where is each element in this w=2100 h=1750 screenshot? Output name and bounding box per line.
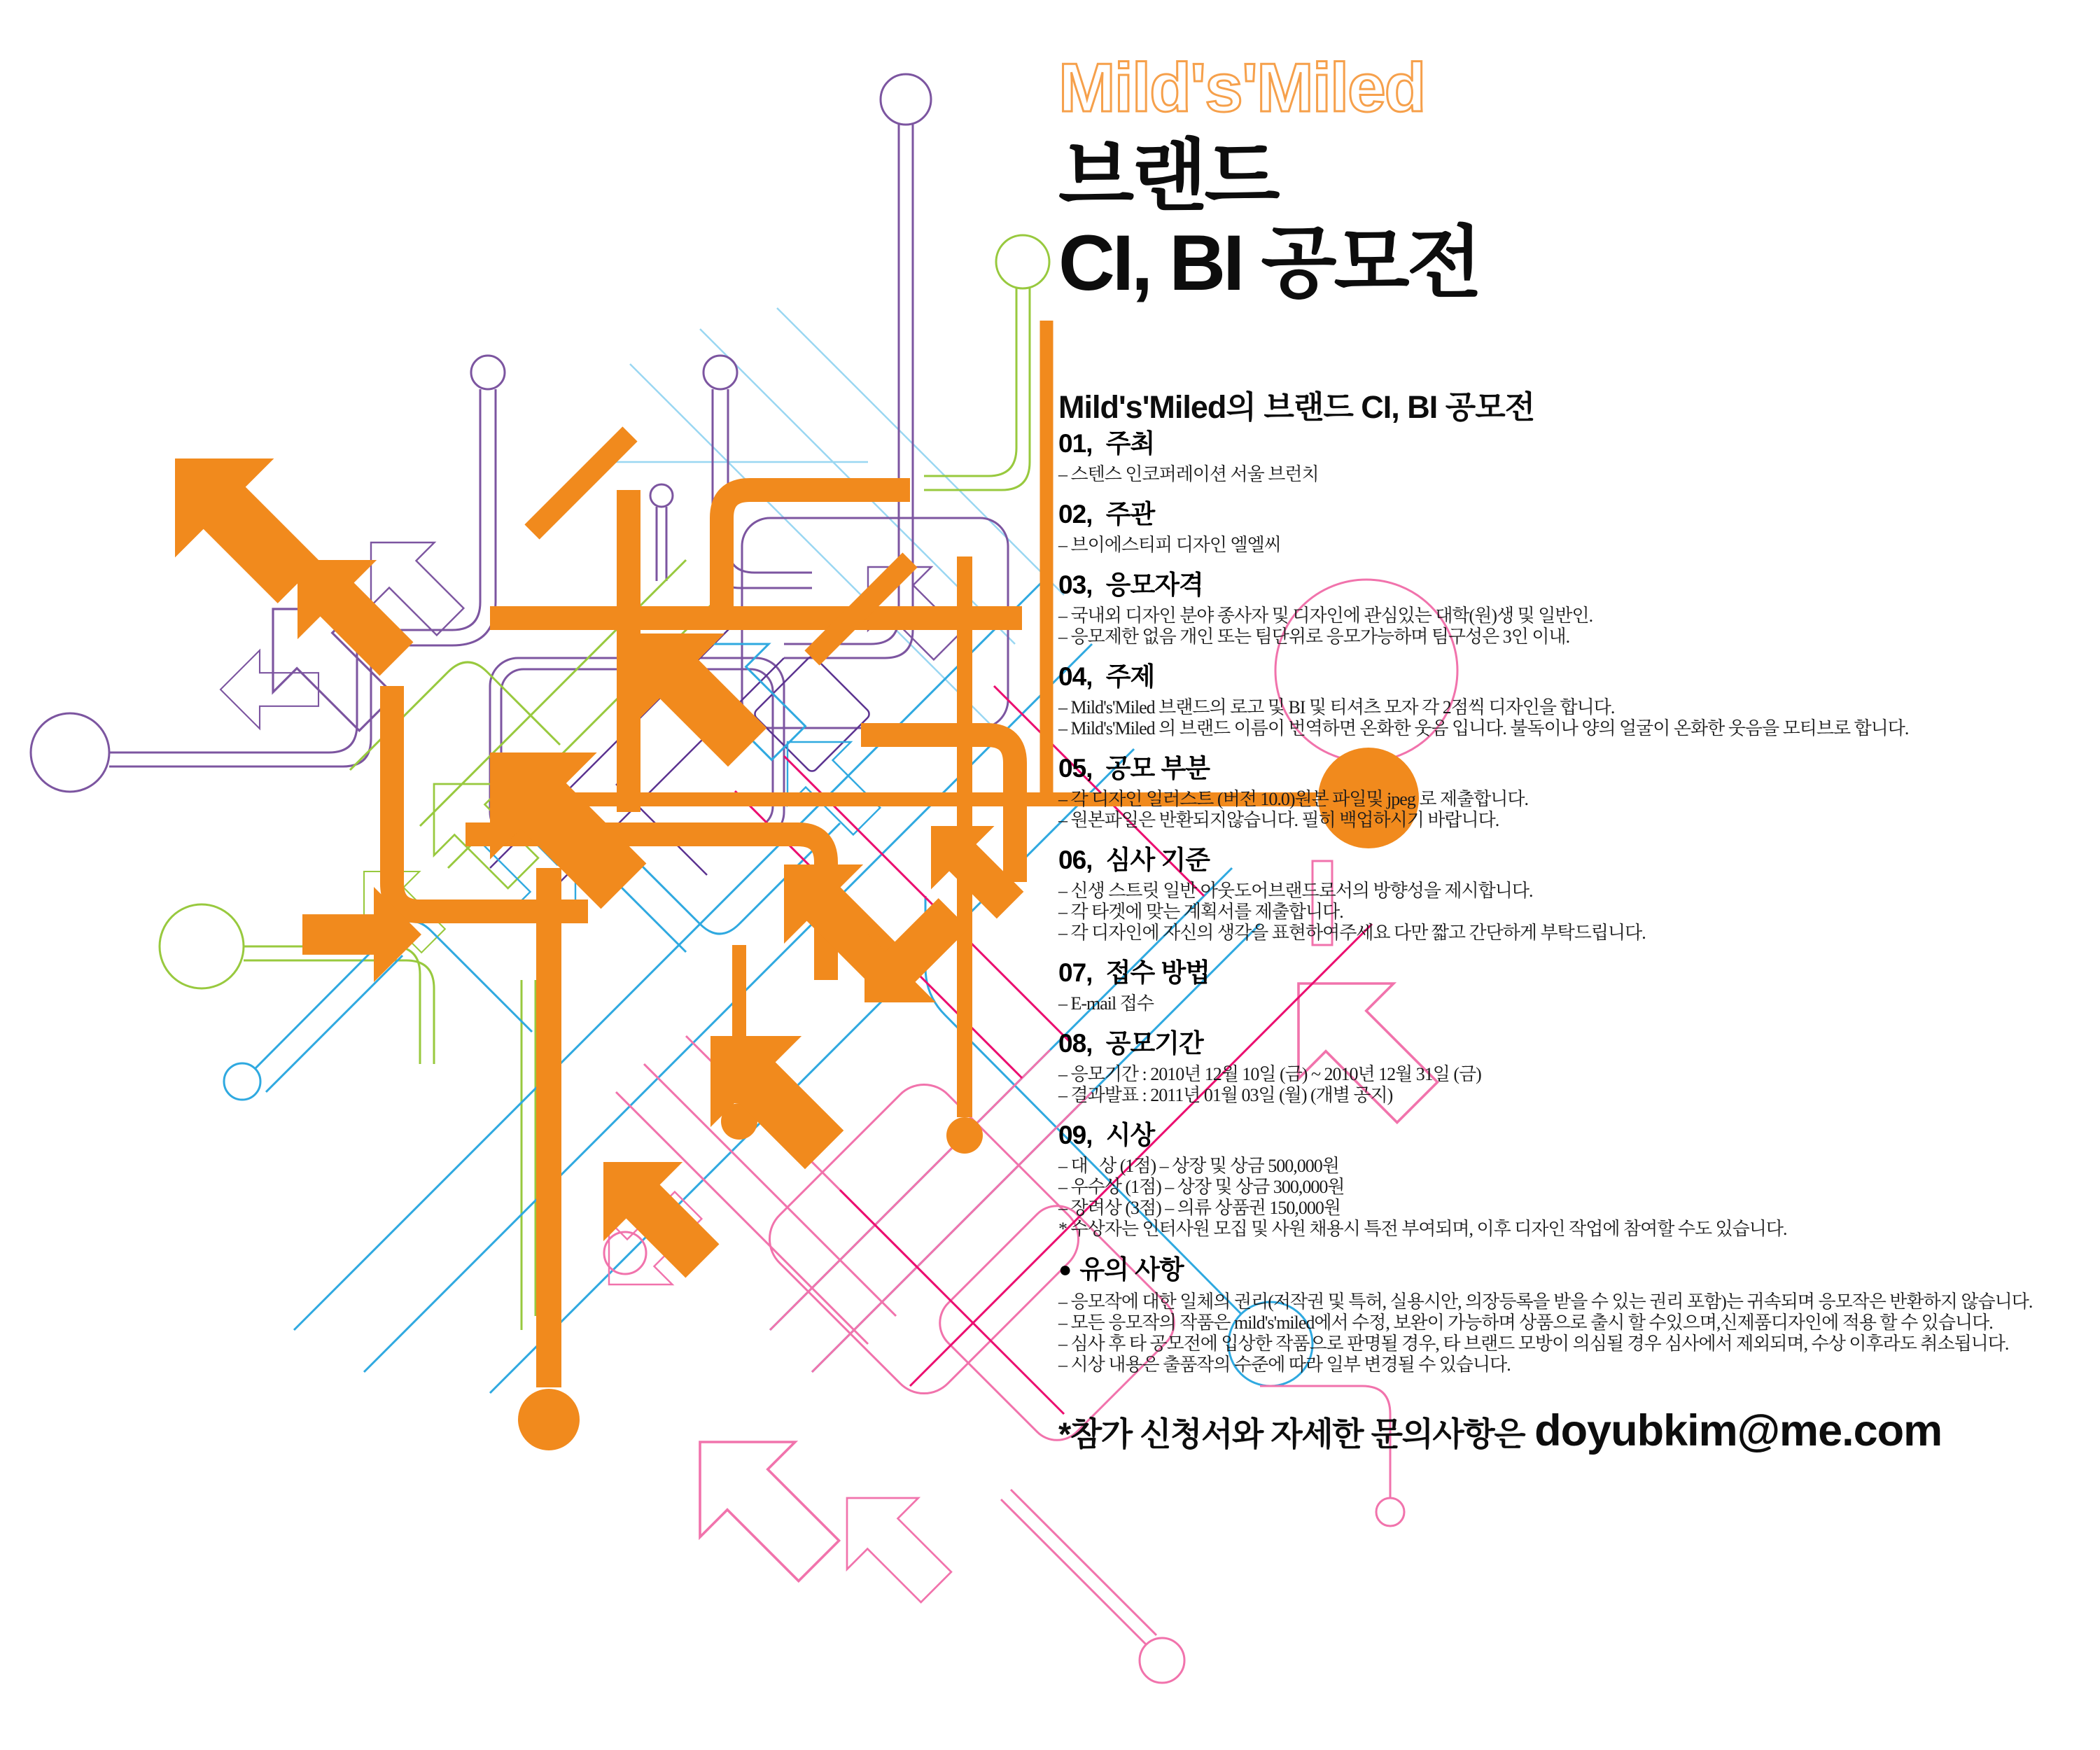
section bbox=[1058, 662, 2100, 739]
section-title: 공모 부분 bbox=[1105, 754, 1210, 783]
body-line: – 원본파일은 반환되지않습니다. 필히 백업하시기 바랍니다. bbox=[1058, 810, 1499, 830]
section bbox=[1058, 753, 2100, 831]
section bbox=[1058, 570, 2100, 648]
poster-title-line1: 브랜드 bbox=[1058, 132, 1278, 220]
contact-email: doyubkim@me.com bbox=[1534, 1406, 1942, 1455]
section-title: 심사 기준 bbox=[1105, 846, 1210, 874]
section-number: 04, bbox=[1058, 662, 1099, 691]
body-line: – 국내외 디자인 분야 종사자 및 디자인에 관심있는 대학(원)생 및 일반인. bbox=[1058, 606, 1593, 626]
section-title: 응모자격 bbox=[1105, 570, 1203, 599]
body-line: – 각 디자인에 자신의 생각을 표현하여주세요 다만 짧고 간단하게 부탁드립니다. bbox=[1058, 923, 1646, 943]
body-line: – 응모제한 없음 개인 또는 팀단위로 응모가능하며 팀구성은 3인 이내. bbox=[1058, 626, 1570, 647]
section-heading bbox=[1058, 570, 2100, 601]
section-heading bbox=[1058, 845, 2100, 876]
section-title: 접수 방법 bbox=[1105, 958, 1210, 987]
body-line: – 브이에스티피 디자인 엘엘씨 bbox=[1058, 535, 1281, 555]
section bbox=[1058, 428, 2100, 485]
body-line: – 각 타겟에 맞는 계획서를 제출합니다. bbox=[1058, 902, 1343, 922]
section-number: 07, bbox=[1058, 958, 1099, 987]
body-line: – E-mail 접수 bbox=[1058, 993, 1154, 1014]
poster-title-line2: CI, BI 공모전 bbox=[1058, 219, 1480, 307]
sections bbox=[1058, 428, 2100, 1240]
section-lines bbox=[1058, 1064, 2100, 1106]
body-line: – 모든 응모작의 작품은 mild's'miled에서 수정, 보완이 가능하며 상품으로 출시 할 수있으며,신제품디자인에 적용 할 수 있습니다. bbox=[1058, 1312, 1993, 1333]
body-line: * 수상자는 인터사원 모집 및 사원 채용시 특전 부여되며, 이후 디자인 작업에 참여할 수도 있습니다. bbox=[1058, 1219, 1787, 1239]
section bbox=[1058, 845, 2100, 944]
bullet-dot-icon: ● bbox=[1058, 1256, 1072, 1282]
body-line: – 스텐스 인코퍼레이션 서울 브런치 bbox=[1058, 464, 1319, 484]
section-title: 주최 bbox=[1105, 429, 1155, 458]
section-heading bbox=[1058, 958, 2100, 988]
section-title: 공모기간 bbox=[1105, 1029, 1203, 1058]
body-line: – 심사 후 타 공모전에 입상한 작품으로 판명될 경우, 타 브랜드 모방이 의심될 경우 심사에서 제외되며, 수상 이후라도 취소됩니다. bbox=[1058, 1334, 2009, 1354]
section-title: 시상 bbox=[1105, 1121, 1155, 1149]
body-line: – Mild's'Miled 의 브랜드 이름이 번역하면 온화한 웃음 입니다. 불독이나 양의 얼굴이 온화한 웃음을 모티브로 합니다. bbox=[1058, 718, 1909, 738]
section bbox=[1058, 1120, 2100, 1240]
section-lines bbox=[1058, 993, 2100, 1014]
body-line: – 신생 스트릿 일반 아웃도어브랜드로서의 방향성을 제시합니다. bbox=[1058, 881, 1533, 901]
section-heading bbox=[1058, 428, 2100, 459]
section-number: 01, bbox=[1058, 429, 1099, 458]
body-line: – 우수상 (1점) – 상장 및 상금 300,000원 bbox=[1058, 1177, 1345, 1197]
section-title: 주제 bbox=[1105, 662, 1155, 691]
orange-arrows bbox=[125, 409, 1042, 1301]
section-number: 05, bbox=[1058, 754, 1099, 783]
section-lines bbox=[1058, 606, 2100, 648]
footer-contact-label: *참가 신청서와 자세한 문의사항은 bbox=[1058, 1415, 1525, 1452]
notice-block bbox=[1058, 1254, 2100, 1376]
section-heading bbox=[1058, 753, 2100, 784]
section-number: 09, bbox=[1058, 1121, 1099, 1149]
section-lines bbox=[1058, 535, 2100, 556]
section-lines bbox=[1058, 464, 2100, 485]
section bbox=[1058, 958, 2100, 1014]
section-lines bbox=[1058, 1156, 2100, 1240]
section-heading bbox=[1058, 499, 2100, 530]
section-number: 06, bbox=[1058, 846, 1099, 874]
section-number: 08, bbox=[1058, 1029, 1099, 1058]
section-lines bbox=[1058, 881, 2100, 944]
section bbox=[1058, 499, 2100, 556]
section-heading bbox=[1058, 1120, 2100, 1151]
body-line: – 응모기간 : 2010년 12월 10일 (금) ~ 2010년 12월 31일 (금) bbox=[1058, 1064, 1481, 1084]
section-heading bbox=[1058, 662, 2100, 692]
body-line: – 장려상 (3점) – 의류 상품권 150,000원 bbox=[1058, 1198, 1340, 1218]
section-number: 02, bbox=[1058, 500, 1099, 528]
section-title: 주관 bbox=[1105, 500, 1155, 528]
notice-title: 유의 사항 bbox=[1079, 1255, 1184, 1284]
body-line: – 각 디자인 일러스트 (버전 10.0)원본 파일및 jpeg 로 제출합니다. bbox=[1058, 789, 1529, 809]
body-line: – 결과발표 : 2011년 01월 03일 (월) (개별 공지) bbox=[1058, 1085, 1393, 1105]
notice-lines bbox=[1058, 1292, 2100, 1376]
brand-logotype: Mild's'Miled bbox=[1058, 49, 1425, 126]
body-line: – 시상 내용은 출품작의 수준에 따라 일부 변경될 수 있습니다. bbox=[1058, 1354, 1511, 1375]
section-heading bbox=[1058, 1028, 2100, 1059]
section-number: 03, bbox=[1058, 570, 1099, 599]
body-line: – 대 상 (1점) – 상장 및 상금 500,000원 bbox=[1058, 1156, 1339, 1176]
intro-heading: Mild's'Miled의 브랜드 CI, BI 공모전 bbox=[1058, 389, 1535, 425]
body-line: – 응모작에 대한 일체의 권리(저작권 및 특허, 실용시안, 의장등록을 받을 수 있는 권리 포함)는 귀속되며 응모작은 반환하지 않습니다. bbox=[1058, 1292, 2033, 1312]
section-lines bbox=[1058, 789, 2100, 831]
section bbox=[1058, 1028, 2100, 1106]
body-line: – Mild's'Miled 브랜드의 로고 및 BI 및 티셔츠 모자 각 2점씩 디자인을 합니다. bbox=[1058, 697, 1615, 718]
section-lines bbox=[1058, 697, 2100, 739]
footer-contact bbox=[1058, 1406, 1942, 1456]
notice-heading bbox=[1058, 1254, 2100, 1285]
